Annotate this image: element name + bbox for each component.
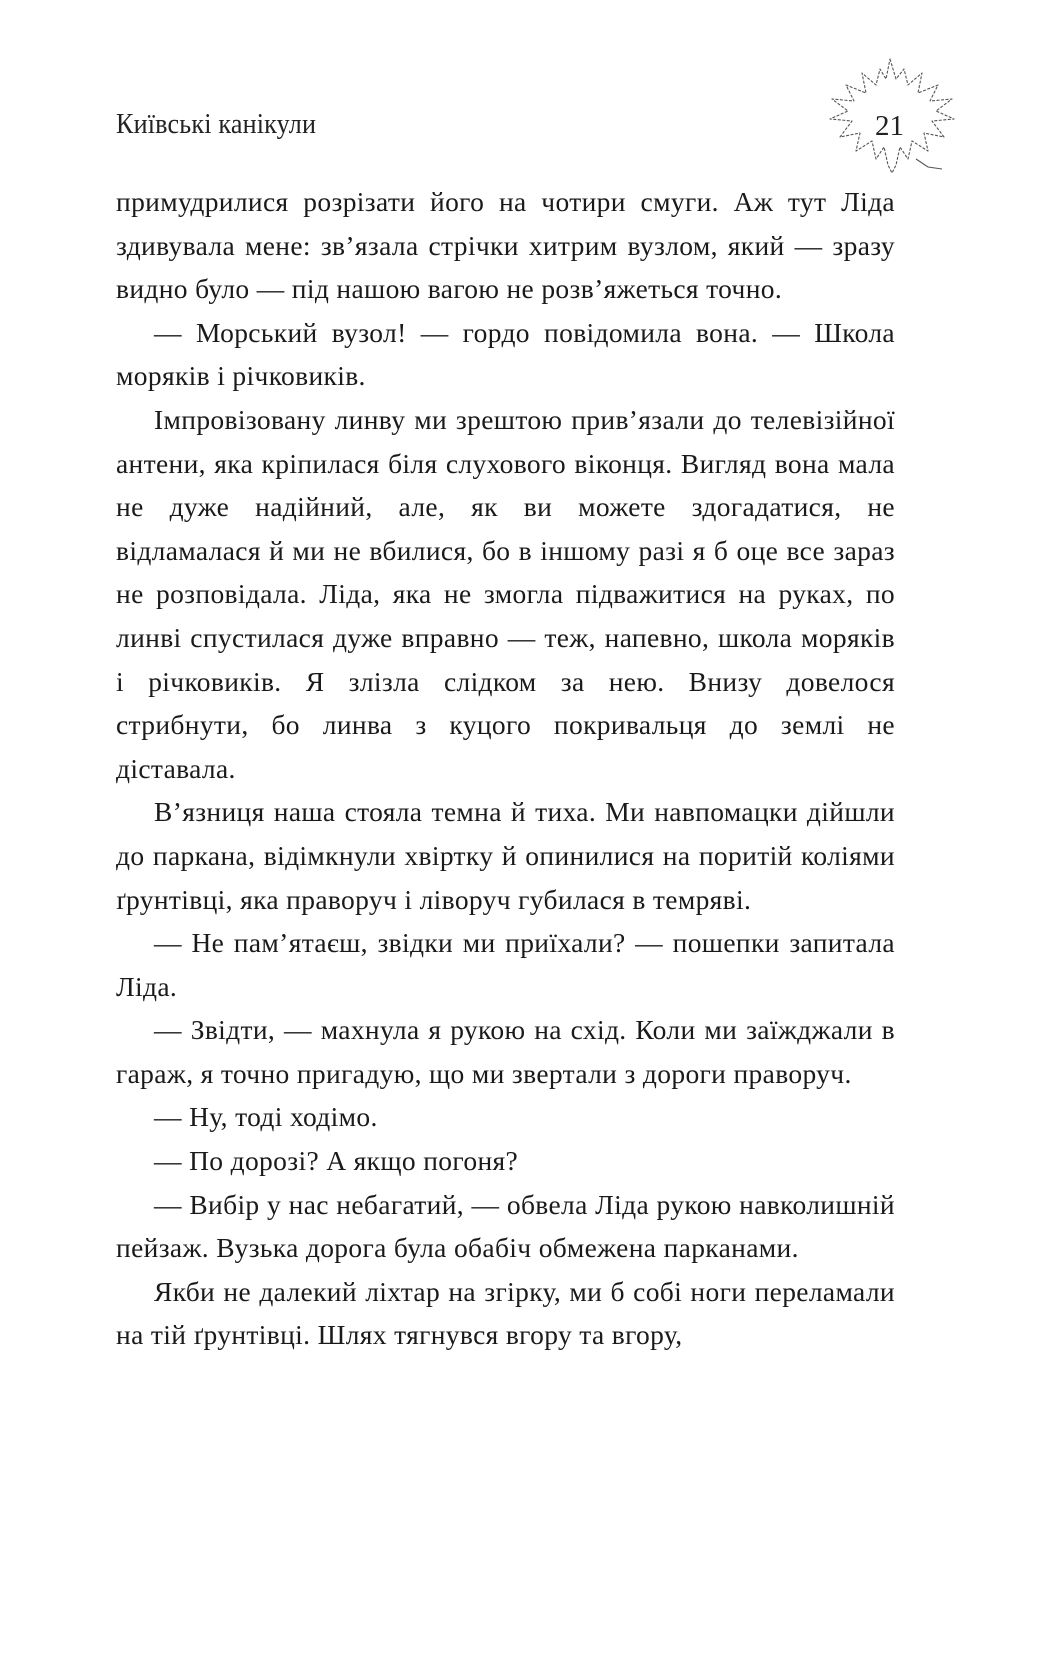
paragraph: — По дорозі? А якщо погоня? bbox=[154, 1145, 519, 1177]
paragraph: — Не пам’ятаєш, звідки ми приїхали? — пошепки запитала Ліда. bbox=[116, 927, 895, 1002]
body-text bbox=[116, 180, 895, 1357]
paragraph: — Вибір у нас небагатий, — обвела Ліда рукою навколишній пейзаж. Вузька дорога була обабіч обмежена парканами. bbox=[116, 1188, 895, 1264]
paragraph: примудрилися розрізати його на чотири смуги. Аж тут Ліда здивувала мене: зв’язала стрічки хитрим вузлом, який — зразу видно було — під нашою вагою не розв’яжеться точно. bbox=[116, 186, 895, 305]
running-title: Київські канікули bbox=[116, 108, 317, 140]
page-header bbox=[0, 0, 1063, 190]
page-number: 21 bbox=[875, 110, 904, 142]
paragraph: — Звідти, — махнула я рукою на схід. Коли ми заїжджали в гараж, я точно пригадую, що ми звертали з дороги праворуч. bbox=[116, 1014, 895, 1089]
paragraph: — Морський вузол! — гордо повідомила вона. — Школа моряків і річковиків. bbox=[116, 316, 895, 392]
paragraph: — Ну, тоді ходімо. bbox=[154, 1101, 378, 1133]
paragraph: В’язниця наша стояла темна й тиха. Ми навпомацки дійшли до паркана, відімкнули хвіртку й опинилися на поритій коліями ґрунтівці, яка праворуч і ліворуч губилася в темряві. bbox=[116, 796, 895, 915]
paragraph: Якби не далекий ліхтар на згірку, ми б собі ноги переламали на тій ґрунтівці. Шлях тягнувся вгору та вгору, bbox=[116, 1275, 895, 1351]
paragraph: Імпровізовану линву ми зрештою прив’язали до телевізійної антени, яка кріпилася біля слухового віконця. Вигляд вона мала не дуже надійний, але, як ви можете здогадатися, не відламалася й ми не вбилися, бо в іншому разі я б оце все зараз не розповідала. Ліда, яка не змогла підважитися на руках, по линві спустилася дуже вправно — теж, напевно, школа моряків і річковиків. Я злізла слідком за нею. Внизу довелося стрибнути, бо линва з куцого покривальця до землі не діставала. bbox=[116, 403, 895, 784]
